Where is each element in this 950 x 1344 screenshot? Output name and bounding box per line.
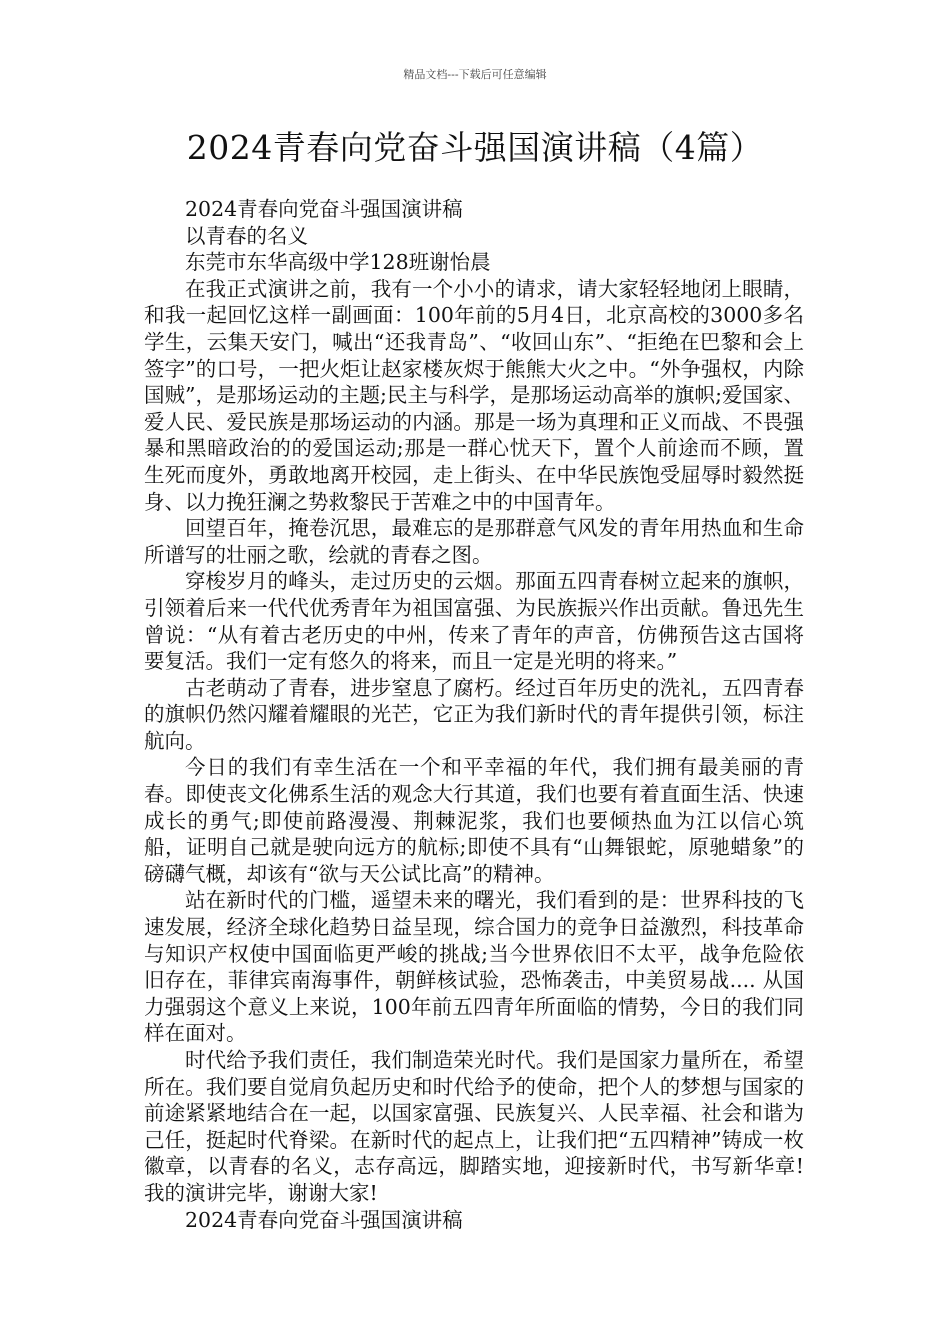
body-paragraph: 古老萌动了青春，进步窒息了腐朽。经过百年历史的洗礼，五四青春的旗帜仍然闪耀着耀眼的光芒，它正为我们新时代的青年提供引领，标注航向。 — [144, 675, 804, 753]
page-header: 精品文档---下载后可任意编辑 — [403, 68, 547, 81]
subtitle-paragraph: 2024青春向党奋斗强国演讲稿 — [185, 197, 463, 221]
document-body — [144, 196, 804, 1233]
body-paragraph: 站在新时代的门槛，遥望未来的曙光，我们看到的是：世界科技的飞速发展，经济全球化趋势日益呈现，综合国力的竞争日益激烈，科技革命与知识产权使中国面临更严峻的挑战;当今世界依旧不太平，战争危险依旧存在，菲律宾南海事件，朝鲜核试验，恐怖袭击，中美贸易战.... 从国力强弱这个意义上来说，100年前五四青年所面临的情势，今日的我们同样在面对。 — [144, 888, 804, 1046]
next-section-title: 2024青春向党奋斗强国演讲稿 — [185, 1207, 463, 1232]
body-paragraph: 在我正式演讲之前，我有一个小小的请求，请大家轻轻地闭上眼睛，和我一起回忆这样一副画面：100年前的5月4日，北京高校的3000多名学生，云集天安门，喊出“还我青岛”、“收回山东”、“拒绝在巴黎和会上签字”的口号，一把火炬让赵家楼灰烬于熊熊大火之中。“外争强权，内除国贼”，是那场运动的主题;民主与科学，是那场运动高举的旗帜;爱国家、爱人民、爱民族是那场运动的内涵。那是一场为真理和正义而战、不畏强暴和黑暗政治的的爱国运动;那是一群心忧天下，置个人前途而不顾，置生死而度外，勇敢地离开校园，走上街头、在中华民族饱受屈辱时毅然挺身、以力挽狂澜之势救黎民于苦难之中的中国青年。 — [144, 276, 804, 514]
body-paragraph: 回望百年，掩卷沉思，最难忘的是那群意气风发的青年用热血和生命所谱写的壮丽之歌，绘就的青春之图。 — [144, 516, 804, 567]
document-title: 2024青春向党奋斗强国演讲稿（4篇） — [186, 128, 764, 167]
author-line: 东莞市东华高级中学128班谢怡晨 — [185, 250, 491, 275]
body-paragraph: 今日的我们有幸生活在一个和平幸福的年代，我们拥有最美丽的青春。即使丧文化佛系生活的观念大行其道，我们也要有着直面生活、快速成长的勇气;即使前路漫漫、荆棘泥浆，我们也要倾热血为江以信心筑船，证明自己就是驶向远方的航标;即使不具有“山舞银蛇，原驰蜡象”的磅礴气概，却该有“欲与天公试比高”的精神。 — [144, 755, 804, 886]
speech-title: 以青春的名义 — [185, 223, 308, 248]
body-paragraph: 时代给予我们责任，我们制造荣光时代。我们是国家力量所在，希望所在。我们要自觉肩负起历史和时代给予的使命，把个人的梦想与国家的前途紧紧地结合在一起，以国家富强、民族复兴、人民幸福、社会和谐为己任，挺起时代脊梁。在新时代的起点上，让我们把“五四精神”铸成一枚徽章，以青春的名义，志存高远，脚踏实地，迎接新时代，书写新华章!我的演讲完毕，谢谢大家! — [144, 1048, 804, 1205]
body-paragraph: 穿梭岁月的峰头，走过历史的云烟。那面五四青春树立起来的旗帜，引领着后来一代代优秀青年为祖国富强、为民族振兴作出贡献。鲁迅先生曾说：“从有着古老历史的中州，传来了青年的声音，仿佛预告这古国将要复活。我们一定有悠久的将来，而且一定是光明的将来。” — [144, 569, 804, 674]
